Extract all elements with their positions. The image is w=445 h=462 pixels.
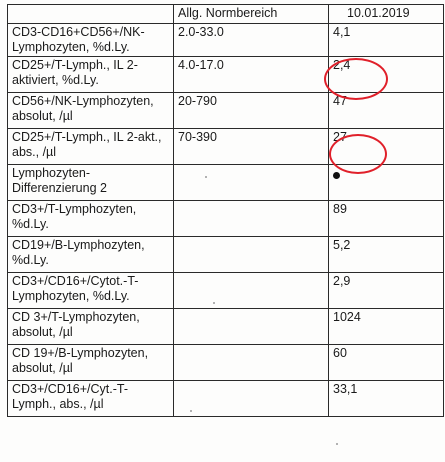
table-row xyxy=(8,24,444,57)
result-value: 5,2 xyxy=(329,237,444,273)
normal-range: 4.0-17.0 xyxy=(174,57,329,93)
parameter-name: CD 19+/B-Lymphozyten, absolut, /µl xyxy=(8,345,174,381)
table-row xyxy=(8,165,444,201)
normal-range xyxy=(174,237,329,273)
parameter-name: CD25+/T-Lymph., IL 2-akt., abs., /µl xyxy=(8,129,174,165)
table-header-row xyxy=(8,5,444,24)
parameter-name: CD25+/T-Lymph., IL 2-aktiviert, %d.Ly. xyxy=(8,57,174,93)
scan-speck xyxy=(336,443,338,445)
normal-range: 20-790 xyxy=(174,93,329,129)
scan-speck xyxy=(213,302,215,304)
header-normal-range: Allg. Normbereich xyxy=(174,5,329,24)
parameter-name: CD56+/NK-Lymphozyten, absolut, /µl xyxy=(8,93,174,129)
result-value: 2,4 xyxy=(329,57,444,93)
highlight-circle-il2-absolute xyxy=(329,134,387,174)
header-parameter xyxy=(8,5,174,24)
normal-range xyxy=(174,273,329,309)
scan-speck xyxy=(205,176,207,178)
parameter-name: CD3+/CD16+/Cyt.-T-Lymph., abs., /µl xyxy=(8,381,174,417)
parameter-name: CD3+/CD16+/Cytot.-T-Lymphozyten, %d.Ly. xyxy=(8,273,174,309)
table-row xyxy=(8,273,444,309)
parameter-name: CD3-CD16+CD56+/NK-Lymphozyten, %d.Ly. xyxy=(8,24,174,57)
table-row xyxy=(8,345,444,381)
normal-range xyxy=(174,345,329,381)
normal-range: 70-390 xyxy=(174,129,329,165)
table-row xyxy=(8,201,444,237)
parameter-name: CD19+/B-Lymphozyten, %d.Ly. xyxy=(8,237,174,273)
normal-range xyxy=(174,309,329,345)
result-value: 1024 xyxy=(329,309,444,345)
header-date: 10.01.2019 xyxy=(329,5,444,24)
bullet-icon xyxy=(333,172,340,179)
result-value: 60 xyxy=(329,345,444,381)
table-row xyxy=(8,381,444,417)
parameter-name: Lymphozyten-Differenzierung 2 xyxy=(8,165,174,201)
scan-speck xyxy=(190,410,192,412)
parameter-name: CD 3+/T-Lymphozyten, absolut, /µl xyxy=(8,309,174,345)
normal-range xyxy=(174,381,329,417)
normal-range xyxy=(174,165,329,201)
normal-range: 2.0-33.0 xyxy=(174,24,329,57)
table-row xyxy=(8,237,444,273)
result-value: 27 xyxy=(329,129,444,165)
result-value: 4,1 xyxy=(329,24,444,57)
highlight-circle-il2-percent xyxy=(324,58,388,100)
result-value: 47 xyxy=(329,93,444,129)
table-row xyxy=(8,309,444,345)
result-value: 33,1 xyxy=(329,381,444,417)
normal-range xyxy=(174,201,329,237)
parameter-name: CD3+/T-Lymphozyten, %d.Ly. xyxy=(8,201,174,237)
table-row xyxy=(8,93,444,129)
result-value: 2,9 xyxy=(329,273,444,309)
result-value: 89 xyxy=(329,201,444,237)
